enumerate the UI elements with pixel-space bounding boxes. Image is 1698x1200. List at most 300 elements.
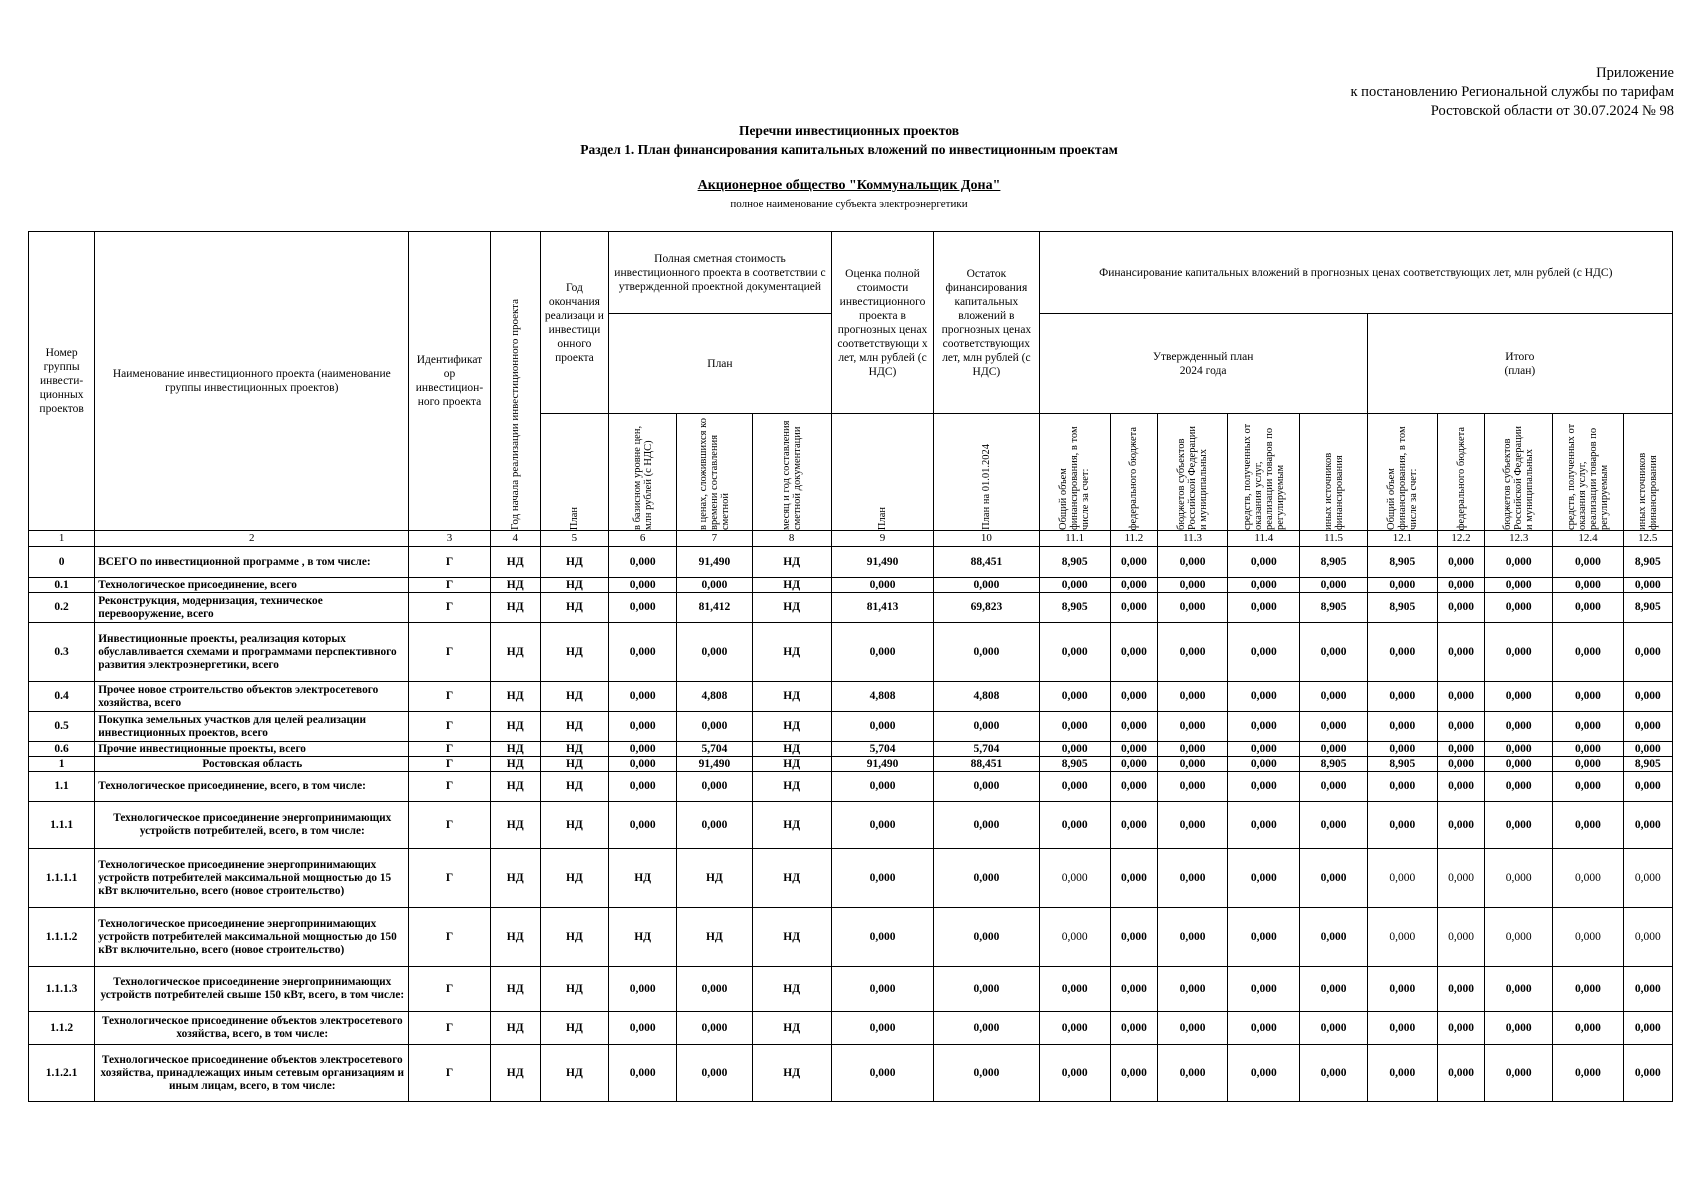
- row-number: 0.1: [29, 578, 95, 593]
- header-financing: Финансирование капитальных вложений в прогнозных ценах соответствующих лет, млн рублей (с НДС): [1039, 232, 1672, 314]
- row-approved-federal: 0,000: [1110, 802, 1157, 849]
- row-total-other: 0,000: [1623, 1045, 1672, 1102]
- row-number: 0.4: [29, 682, 95, 712]
- row-total-regional: 0,000: [1485, 1012, 1553, 1045]
- column-number: 10: [934, 531, 1039, 547]
- row-estimate-month: НД: [752, 578, 831, 593]
- header-total: [1367, 314, 1672, 414]
- row-total-other: 0,000: [1623, 578, 1672, 593]
- row-approved-federal: 0,000: [1110, 967, 1157, 1012]
- row-approved-other: 0,000: [1300, 1045, 1367, 1102]
- row-number: 1.1.2.1: [29, 1045, 95, 1102]
- appendix-line-3: Ростовской области от 30.07.2024 № 98: [1430, 103, 1674, 119]
- row-end-year: НД: [540, 623, 608, 682]
- row-approved-total: 8,905: [1039, 547, 1110, 578]
- row-total-services: 0,000: [1553, 1012, 1623, 1045]
- row-approved-regional: 0,000: [1157, 593, 1227, 623]
- header-end-year: Год окончания реализаци и инвестици онного проекта: [540, 232, 608, 414]
- row-estimate-base: 0,000: [609, 1045, 677, 1102]
- column-number: 11.5: [1300, 531, 1367, 547]
- row-identifier: Г: [409, 1045, 490, 1102]
- row-total-services: 0,000: [1553, 578, 1623, 593]
- table-body: [29, 547, 1673, 1102]
- row-full-cost: 81,413: [831, 593, 933, 623]
- row-total-regional: 0,000: [1485, 547, 1553, 578]
- table-row: [29, 623, 1673, 682]
- row-approved-other: 0,000: [1300, 849, 1367, 908]
- header-total-other: иных источников финансирования: [1623, 414, 1672, 531]
- row-estimate-current: 0,000: [677, 802, 752, 849]
- row-total-regional: 0,000: [1485, 908, 1553, 967]
- row-end-year: НД: [540, 682, 608, 712]
- row-name: Технологическое присоединение энергопринимающих устройств потребителей свыше 150 кВт, всего, в том числе:: [95, 967, 409, 1012]
- header-total-regional: бюджетов субъектов Российской Федерации и муниципальных: [1485, 414, 1553, 531]
- row-start-year: НД: [490, 712, 540, 742]
- column-number: 1: [29, 531, 95, 547]
- column-number: 8: [752, 531, 831, 547]
- row-approved-total: 0,000: [1039, 849, 1110, 908]
- row-approved-services: 0,000: [1228, 1012, 1300, 1045]
- row-number: 1.1.1.1: [29, 849, 95, 908]
- header-approved-total: Общий объем финансирования, в том числе за счет:: [1039, 414, 1110, 531]
- row-remaining: 69,823: [934, 593, 1039, 623]
- row-approved-services: 0,000: [1228, 772, 1300, 802]
- header-estimate-cost: Полная сметная стоимость инвестиционного проекта в соответствии с утвержденной проектной документацией: [609, 232, 832, 314]
- column-number: 12.4: [1553, 531, 1623, 547]
- row-estimate-current: 0,000: [677, 712, 752, 742]
- row-approved-services: 0,000: [1228, 712, 1300, 742]
- header-total-total: Общий объем финансирования, в том числе за счет:: [1367, 414, 1437, 531]
- row-remaining: 0,000: [934, 849, 1039, 908]
- row-estimate-current: НД: [677, 908, 752, 967]
- row-total-federal: 0,000: [1437, 578, 1484, 593]
- row-approved-regional: 0,000: [1157, 547, 1227, 578]
- header-estimate-base: в базисном уровне цен, млн рублей (с НДС): [609, 414, 677, 531]
- row-number: 1.1.1.3: [29, 967, 95, 1012]
- header-group-number: Номер группы инвести-ционных проектов: [29, 232, 95, 531]
- row-estimate-current: 91,490: [677, 547, 752, 578]
- row-approved-federal: 0,000: [1110, 682, 1157, 712]
- row-estimate-base: НД: [609, 849, 677, 908]
- row-total-services: 0,000: [1553, 742, 1623, 757]
- header-end-year-plan: План: [540, 414, 608, 531]
- row-full-cost: 0,000: [831, 1012, 933, 1045]
- row-total-total: 0,000: [1367, 578, 1437, 593]
- row-start-year: НД: [490, 967, 540, 1012]
- row-estimate-month: НД: [752, 1045, 831, 1102]
- column-number: 7: [677, 531, 752, 547]
- row-estimate-current: 91,490: [677, 757, 752, 772]
- row-total-regional: 0,000: [1485, 1045, 1553, 1102]
- row-approved-total: 8,905: [1039, 757, 1110, 772]
- row-estimate-current: 0,000: [677, 772, 752, 802]
- row-total-total: 0,000: [1367, 772, 1437, 802]
- row-approved-total: 8,905: [1039, 593, 1110, 623]
- row-start-year: НД: [490, 742, 540, 757]
- row-remaining: 88,451: [934, 547, 1039, 578]
- row-approved-services: 0,000: [1228, 547, 1300, 578]
- row-estimate-base: 0,000: [609, 623, 677, 682]
- row-name: Технологическое присоединение энергопринимающих устройств потребителей максимальной мощностью до 15 кВт включительно, всего (новое строительство): [95, 849, 409, 908]
- row-name: Технологическое присоединение энергопринимающих устройств потребителей, всего, в том числе:: [95, 802, 409, 849]
- row-name: ВСЕГО по инвестиционной программе , в том числе:: [95, 547, 409, 578]
- row-total-total: 0,000: [1367, 1045, 1437, 1102]
- row-total-regional: 0,000: [1485, 802, 1553, 849]
- row-total-federal: 0,000: [1437, 712, 1484, 742]
- column-number: 9: [831, 531, 933, 547]
- table-row: [29, 772, 1673, 802]
- row-total-services: 0,000: [1553, 908, 1623, 967]
- header-remaining: Остаток финансирования капитальных вложений в прогнозных ценах соответствующих лет, млн рублей (с НДС): [934, 232, 1039, 414]
- row-full-cost: 5,704: [831, 742, 933, 757]
- row-approved-total: 0,000: [1039, 682, 1110, 712]
- header-estimate-plan: План: [609, 314, 832, 414]
- investment-table: [28, 231, 1673, 1102]
- row-identifier: Г: [409, 757, 490, 772]
- row-approved-federal: 0,000: [1110, 1012, 1157, 1045]
- row-estimate-month: НД: [752, 772, 831, 802]
- row-remaining: 0,000: [934, 712, 1039, 742]
- header-total-services: средств, полученных от оказания услуг, реализации товаров по регулируемым: [1553, 414, 1623, 531]
- row-remaining: 0,000: [934, 623, 1039, 682]
- row-total-total: 8,905: [1367, 547, 1437, 578]
- column-number: 3: [409, 531, 490, 547]
- row-remaining: 0,000: [934, 578, 1039, 593]
- row-start-year: НД: [490, 547, 540, 578]
- row-identifier: Г: [409, 1012, 490, 1045]
- row-total-other: 0,000: [1623, 908, 1672, 967]
- row-full-cost: 0,000: [831, 967, 933, 1012]
- row-estimate-current: 4,808: [677, 682, 752, 712]
- row-total-other: 8,905: [1623, 547, 1672, 578]
- row-remaining: 0,000: [934, 772, 1039, 802]
- row-approved-other: 0,000: [1300, 967, 1367, 1012]
- row-start-year: НД: [490, 772, 540, 802]
- row-total-federal: 0,000: [1437, 547, 1484, 578]
- column-number: 11.1: [1039, 531, 1110, 547]
- row-number: 0: [29, 547, 95, 578]
- row-name: Ростовская область: [95, 757, 409, 772]
- document-title: [0, 121, 1698, 159]
- row-remaining: 5,704: [934, 742, 1039, 757]
- column-number: 11.3: [1157, 531, 1227, 547]
- row-name: Прочее новое строительство объектов электросетевого хозяйства, всего: [95, 682, 409, 712]
- header-project-name: Наименование инвестиционного проекта (наименование группы инвестиционных проектов): [95, 232, 409, 531]
- row-total-total: 0,000: [1367, 802, 1437, 849]
- row-approved-federal: 0,000: [1110, 1045, 1157, 1102]
- column-number: 4: [490, 531, 540, 547]
- row-end-year: НД: [540, 1012, 608, 1045]
- row-estimate-current: 0,000: [677, 1012, 752, 1045]
- row-end-year: НД: [540, 712, 608, 742]
- row-total-services: 0,000: [1553, 802, 1623, 849]
- header-estimate-month: месяц и год составления сметной документации: [752, 414, 831, 531]
- row-approved-regional: 0,000: [1157, 578, 1227, 593]
- row-end-year: НД: [540, 908, 608, 967]
- row-identifier: Г: [409, 802, 490, 849]
- row-estimate-month: НД: [752, 757, 831, 772]
- row-total-other: 0,000: [1623, 849, 1672, 908]
- row-estimate-base: 0,000: [609, 578, 677, 593]
- row-estimate-base: 0,000: [609, 1012, 677, 1045]
- table-row: [29, 712, 1673, 742]
- row-full-cost: 0,000: [831, 712, 933, 742]
- row-number: 1.1.1.2: [29, 908, 95, 967]
- row-approved-total: 0,000: [1039, 578, 1110, 593]
- row-identifier: Г: [409, 772, 490, 802]
- row-total-services: 0,000: [1553, 772, 1623, 802]
- row-end-year: НД: [540, 547, 608, 578]
- row-identifier: Г: [409, 578, 490, 593]
- row-total-services: 0,000: [1553, 849, 1623, 908]
- row-end-year: НД: [540, 849, 608, 908]
- row-name: Технологическое присоединение объектов электросетевого хозяйства, всего, в том числе:: [95, 1012, 409, 1045]
- row-end-year: НД: [540, 802, 608, 849]
- row-approved-total: 0,000: [1039, 772, 1110, 802]
- total-sub-label: (план): [1504, 364, 1536, 377]
- row-end-year: НД: [540, 772, 608, 802]
- row-start-year: НД: [490, 578, 540, 593]
- row-approved-total: 0,000: [1039, 1045, 1110, 1102]
- row-approved-total: 0,000: [1039, 802, 1110, 849]
- row-identifier: Г: [409, 623, 490, 682]
- row-total-federal: 0,000: [1437, 802, 1484, 849]
- row-estimate-base: 0,000: [609, 547, 677, 578]
- row-identifier: Г: [409, 682, 490, 712]
- header-total-federal: федерального бюджета: [1437, 414, 1484, 531]
- table-row: [29, 1012, 1673, 1045]
- row-end-year: НД: [540, 742, 608, 757]
- row-approved-regional: 0,000: [1157, 802, 1227, 849]
- row-estimate-base: 0,000: [609, 712, 677, 742]
- row-number: 1.1.1: [29, 802, 95, 849]
- table-row: [29, 908, 1673, 967]
- row-total-federal: 0,000: [1437, 908, 1484, 967]
- row-estimate-base: 0,000: [609, 757, 677, 772]
- row-total-services: 0,000: [1553, 547, 1623, 578]
- row-approved-regional: 0,000: [1157, 1012, 1227, 1045]
- row-total-regional: 0,000: [1485, 712, 1553, 742]
- row-total-total: 0,000: [1367, 742, 1437, 757]
- row-estimate-current: НД: [677, 849, 752, 908]
- row-number: 0.2: [29, 593, 95, 623]
- total-label: Итого: [1505, 350, 1535, 363]
- header-approved-other: иных источников финансирования: [1300, 414, 1367, 531]
- row-total-federal: 0,000: [1437, 849, 1484, 908]
- approved-plan-label: Утвержденный план: [1152, 350, 1254, 363]
- row-approved-services: 0,000: [1228, 1045, 1300, 1102]
- row-identifier: Г: [409, 547, 490, 578]
- row-name: Прочие инвестиционные проекты, всего: [95, 742, 409, 757]
- row-start-year: НД: [490, 593, 540, 623]
- row-full-cost: 0,000: [831, 1045, 933, 1102]
- appendix-line-1: Приложение: [1596, 65, 1674, 81]
- row-total-regional: 0,000: [1485, 742, 1553, 757]
- row-approved-services: 0,000: [1228, 849, 1300, 908]
- row-name: Реконструкция, модернизация, техническое перевооружение, всего: [95, 593, 409, 623]
- row-full-cost: 91,490: [831, 757, 933, 772]
- row-approved-other: 8,905: [1300, 593, 1367, 623]
- row-total-other: 0,000: [1623, 712, 1672, 742]
- table-row: [29, 742, 1673, 757]
- row-total-total: 0,000: [1367, 908, 1437, 967]
- row-full-cost: 4,808: [831, 682, 933, 712]
- row-total-total: 0,000: [1367, 682, 1437, 712]
- row-approved-services: 0,000: [1228, 757, 1300, 772]
- row-remaining: 4,808: [934, 682, 1039, 712]
- row-estimate-month: НД: [752, 623, 831, 682]
- row-estimate-current: 81,412: [677, 593, 752, 623]
- row-total-other: 0,000: [1623, 742, 1672, 757]
- row-full-cost: 91,490: [831, 547, 933, 578]
- row-approved-total: 0,000: [1039, 623, 1110, 682]
- row-number: 0.6: [29, 742, 95, 757]
- row-identifier: Г: [409, 593, 490, 623]
- row-total-other: 0,000: [1623, 802, 1672, 849]
- row-approved-regional: 0,000: [1157, 772, 1227, 802]
- row-name: Покупка земельных участков для целей реализации инвестиционных проектов, всего: [95, 712, 409, 742]
- row-remaining: 0,000: [934, 1012, 1039, 1045]
- row-approved-other: 0,000: [1300, 802, 1367, 849]
- row-total-federal: 0,000: [1437, 772, 1484, 802]
- row-estimate-month: НД: [752, 547, 831, 578]
- row-end-year: НД: [540, 593, 608, 623]
- title-line-1: Перечни инвестиционных проектов: [738, 123, 960, 138]
- title-line-2: Раздел 1. План финансирования капитальных вложений по инвестиционным проектам: [580, 142, 1118, 157]
- row-approved-federal: 0,000: [1110, 742, 1157, 757]
- table-row: [29, 757, 1673, 772]
- row-approved-regional: 0,000: [1157, 757, 1227, 772]
- row-total-federal: 0,000: [1437, 623, 1484, 682]
- company-caption: полное наименование субъекта электроэнергетики: [730, 198, 968, 210]
- row-total-regional: 0,000: [1485, 682, 1553, 712]
- row-total-federal: 0,000: [1437, 1045, 1484, 1102]
- row-estimate-base: 0,000: [609, 772, 677, 802]
- row-approved-total: 0,000: [1039, 908, 1110, 967]
- row-approved-regional: 0,000: [1157, 1045, 1227, 1102]
- row-estimate-base: 0,000: [609, 742, 677, 757]
- column-number: 5: [540, 531, 608, 547]
- row-total-other: 0,000: [1623, 967, 1672, 1012]
- row-total-total: 0,000: [1367, 967, 1437, 1012]
- row-approved-federal: 0,000: [1110, 757, 1157, 772]
- row-estimate-current: 0,000: [677, 967, 752, 1012]
- row-total-regional: 0,000: [1485, 593, 1553, 623]
- header-approved-regional: бюджетов субъектов Российской Федерации и муниципальных: [1157, 414, 1227, 531]
- row-total-federal: 0,000: [1437, 1012, 1484, 1045]
- row-total-regional: 0,000: [1485, 849, 1553, 908]
- row-approved-other: 0,000: [1300, 578, 1367, 593]
- row-estimate-base: 0,000: [609, 593, 677, 623]
- row-approved-federal: 0,000: [1110, 908, 1157, 967]
- row-approved-other: 0,000: [1300, 772, 1367, 802]
- row-total-federal: 0,000: [1437, 967, 1484, 1012]
- row-name: Инвестиционные проекты, реализация которых обуславливается схемами и программами перспективного развития электроэнергетики, всего: [95, 623, 409, 682]
- row-approved-total: 0,000: [1039, 967, 1110, 1012]
- row-number: 0.3: [29, 623, 95, 682]
- column-number: 6: [609, 531, 677, 547]
- row-total-other: 0,000: [1623, 623, 1672, 682]
- row-remaining: 0,000: [934, 967, 1039, 1012]
- row-approved-total: 0,000: [1039, 1012, 1110, 1045]
- header-estimate-current: в ценах, сложившихся ко времени составления сметной: [677, 414, 752, 531]
- row-end-year: НД: [540, 757, 608, 772]
- row-total-services: 0,000: [1553, 712, 1623, 742]
- row-total-services: 0,000: [1553, 682, 1623, 712]
- row-full-cost: 0,000: [831, 849, 933, 908]
- row-full-cost: 0,000: [831, 623, 933, 682]
- row-estimate-month: НД: [752, 742, 831, 757]
- row-total-total: 0,000: [1367, 1012, 1437, 1045]
- row-total-other: 0,000: [1623, 1012, 1672, 1045]
- column-number: 2: [95, 531, 409, 547]
- column-number: 12.5: [1623, 531, 1672, 547]
- row-approved-federal: 0,000: [1110, 849, 1157, 908]
- appendix-line-2: к постановлению Региональной службы по тарифам: [1350, 84, 1674, 100]
- row-name: Технологическое присоединение объектов электросетевого хозяйства, принадлежащих иным сетевым организациям и иным лицам, всего, в том числе:: [95, 1045, 409, 1102]
- row-total-total: 8,905: [1367, 593, 1437, 623]
- row-estimate-month: НД: [752, 682, 831, 712]
- row-approved-services: 0,000: [1228, 802, 1300, 849]
- row-approved-regional: 0,000: [1157, 849, 1227, 908]
- row-total-regional: 0,000: [1485, 967, 1553, 1012]
- row-estimate-base: 0,000: [609, 967, 677, 1012]
- row-total-regional: 0,000: [1485, 772, 1553, 802]
- row-approved-other: 0,000: [1300, 908, 1367, 967]
- row-end-year: НД: [540, 578, 608, 593]
- row-approved-total: 0,000: [1039, 742, 1110, 757]
- row-approved-federal: 0,000: [1110, 772, 1157, 802]
- row-total-total: 8,905: [1367, 757, 1437, 772]
- row-approved-other: 0,000: [1300, 1012, 1367, 1045]
- row-total-other: 8,905: [1623, 757, 1672, 772]
- header-full-cost-plan: План: [831, 414, 933, 531]
- row-estimate-month: НД: [752, 712, 831, 742]
- row-identifier: Г: [409, 967, 490, 1012]
- row-total-services: 0,000: [1553, 967, 1623, 1012]
- row-number: 0.5: [29, 712, 95, 742]
- row-start-year: НД: [490, 908, 540, 967]
- row-estimate-current: 0,000: [677, 623, 752, 682]
- row-total-federal: 0,000: [1437, 742, 1484, 757]
- row-start-year: НД: [490, 682, 540, 712]
- row-total-regional: 0,000: [1485, 623, 1553, 682]
- row-name: Технологическое присоединение, всего: [95, 578, 409, 593]
- row-estimate-current: 5,704: [677, 742, 752, 757]
- row-approved-regional: 0,000: [1157, 682, 1227, 712]
- row-approved-other: 0,000: [1300, 682, 1367, 712]
- row-approved-services: 0,000: [1228, 967, 1300, 1012]
- column-number-row: [29, 531, 1673, 547]
- header-remaining-plan: План на 01.01.2024: [934, 414, 1039, 531]
- row-approved-federal: 0,000: [1110, 547, 1157, 578]
- appendix-block: [1074, 64, 1674, 121]
- row-estimate-month: НД: [752, 593, 831, 623]
- row-start-year: НД: [490, 757, 540, 772]
- header-identifier: Идентификат ор инвестицион-ного проекта: [409, 232, 490, 531]
- row-start-year: НД: [490, 849, 540, 908]
- row-total-other: 0,000: [1623, 772, 1672, 802]
- row-total-services: 0,000: [1553, 757, 1623, 772]
- row-total-services: 0,000: [1553, 1045, 1623, 1102]
- approved-plan-year: 2024 года: [1179, 364, 1227, 377]
- row-number: 1.1: [29, 772, 95, 802]
- row-estimate-current: 0,000: [677, 1045, 752, 1102]
- row-number: 1.1.2: [29, 1012, 95, 1045]
- header-approved-federal: федерального бюджета: [1110, 414, 1157, 531]
- row-estimate-month: НД: [752, 802, 831, 849]
- row-approved-regional: 0,000: [1157, 908, 1227, 967]
